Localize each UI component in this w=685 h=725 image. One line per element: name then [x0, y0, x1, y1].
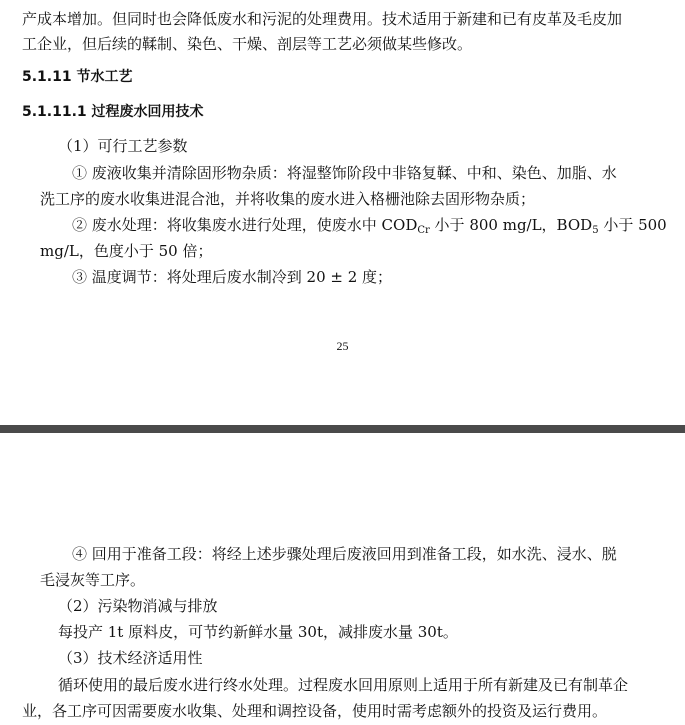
step-2-text: 小于 800 mg/L，BOD: [429, 216, 593, 234]
paragraph-line: 业，各工序可因需要废水收集、处理和调控设备，使用时需考虑额外的投资及运行费用。: [22, 702, 608, 720]
paragraph-line: 每投产 1t 原料皮，可节约新鲜水量 30t，减排废水量 30t。: [58, 623, 458, 641]
paragraph-line: 工企业，但后续的鞣制、染色、干燥、剖层等工艺必须做某些修改。: [22, 35, 473, 53]
page-break-divider: [0, 425, 685, 433]
step-2-text: 小于 500: [598, 216, 667, 234]
step-2-text: ② 废水处理：将收集废水进行处理，使废水中 COD: [72, 216, 418, 234]
paragraph-line: 循环使用的最后废水进行终水处理。过程废水回用原则上适用于所有新建及已有制革企: [58, 676, 629, 694]
cod-subscript: Cr: [417, 225, 430, 236]
step-4-line: 毛浸灰等工序。: [40, 571, 146, 589]
item-title: （2）污染物消减与排放: [58, 597, 218, 615]
page-number: 25: [336, 339, 349, 353]
step-1-line: 洗工序的废水收集进混合池，并将收集的废水进入格栅池除去固形物杂质；: [40, 190, 536, 208]
section-heading: 5.1.11 节水工艺: [22, 69, 133, 85]
item-title: （1）可行工艺参数: [58, 137, 188, 155]
subsection-heading: 5.1.11.1 过程废水回用技术: [22, 104, 204, 120]
bod-subscript: 5: [592, 225, 599, 236]
step-2-line: mg/L，色度小于 50 倍；: [40, 242, 213, 260]
item-title: （3）技术经济适用性: [58, 649, 203, 667]
step-2-line: [72, 214, 667, 236]
paragraph-line: 产成本增加。但同时也会降低废水和污泥的处理费用。技术适用于新建和已有皮革及毛皮加: [22, 10, 623, 28]
step-3-line: ③ 温度调节：将处理后废水制冷到 20 ± 2 度；: [72, 268, 393, 286]
step-1-line: ① 废液收集并清除固形物杂质：将湿整饰阶段中非铬复鞣、中和、染色、加脂、水: [72, 164, 617, 182]
step-4-line: ④ 回用于准备工段：将经上述步骤处理后废液回用到准备工段，如水洗、浸水、脱: [72, 545, 617, 563]
